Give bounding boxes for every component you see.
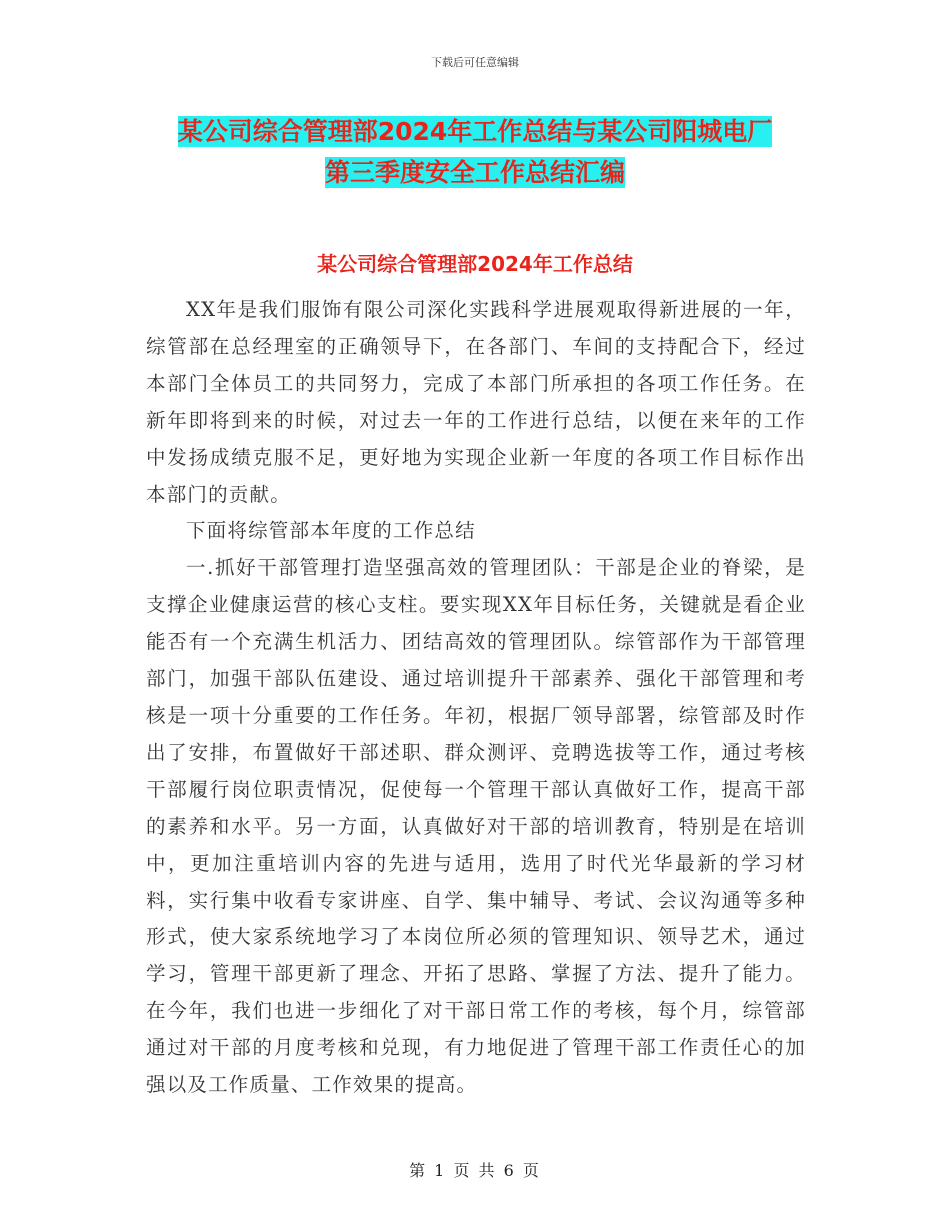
paragraph-cadre-management: 一.抓好干部管理打造坚强高效的管理团队：干部是企业的脊梁，是支撑企业健康运营的核心支柱。要实现XX年目标任务，关键就是看企业能否有一个充满生机活力、团结高效的管理团队。综管部作为干部管理部门，加强干部队伍建设、通过培训提升干部素养、强化干部管理和考核是一项十分重要的工作任务。年初，根据厂领导部署，综管部及时作出了安排，布置做好干部述职、群众测评、竞聘选拔等工作，通过考核干部履行岗位职责情况，促使每一个管理干部认真做好工作，提高干部的素养和水平。另一方面，认真做好对干部的培训教育，特别是在培训中，更加注重培训内容的先进与适用，选用了时代光华最新的学习材料，实行集中收看专家讲座、自学、集中辅导、考试、会议沟通等多种形式，使大家系统地学习了本岗位所必须的管理知识、领导艺术，通过学习，管理干部更新了理念、开拓了思路、掌握了方法、提升了能力。在今年，我们也进一步细化了对干部日常工作的考核，每个月，综管部通过对干部的月度考核和兑现，有力地促进了管理干部工作责任心的加强以及工作质量、工作效果的提高。 xyxy=(146,556,806,1097)
document-title-line-2 xyxy=(0,157,950,189)
document-title-line-1 xyxy=(0,116,950,148)
page-footer: 第 1 页 共 6 页 xyxy=(409,1161,541,1180)
paragraph-intro: XX年是我们服饰有限公司深化实践科学进展观取得新进展的一年，综管部在总经理室的正确领导下，在各部门、车间的支持配合下，经过本部门全体员工的共同努力，完成了本部门所承担的各项工作任务。在新年即将到来的时候，对过去一年的工作进行总结，以便在来年的工作中发扬成绩克服不足，更好地为实现企业新一年度的各项工作目标作出本部门的贡献。 xyxy=(146,298,806,506)
section-title: 某公司综合管理部2024年工作总结 xyxy=(317,252,633,276)
document-title-line-1-text: 某公司综合管理部2024年工作总结与某公司阳城电厂 xyxy=(177,117,773,146)
header-note: 下载后可任意编辑 xyxy=(431,56,519,69)
document-title-line-2-text: 第三季度安全工作总结汇编 xyxy=(324,158,625,187)
document-body xyxy=(146,292,806,1104)
paragraph-lead-in: 下面将综管部本年度的工作总结 xyxy=(186,519,476,543)
